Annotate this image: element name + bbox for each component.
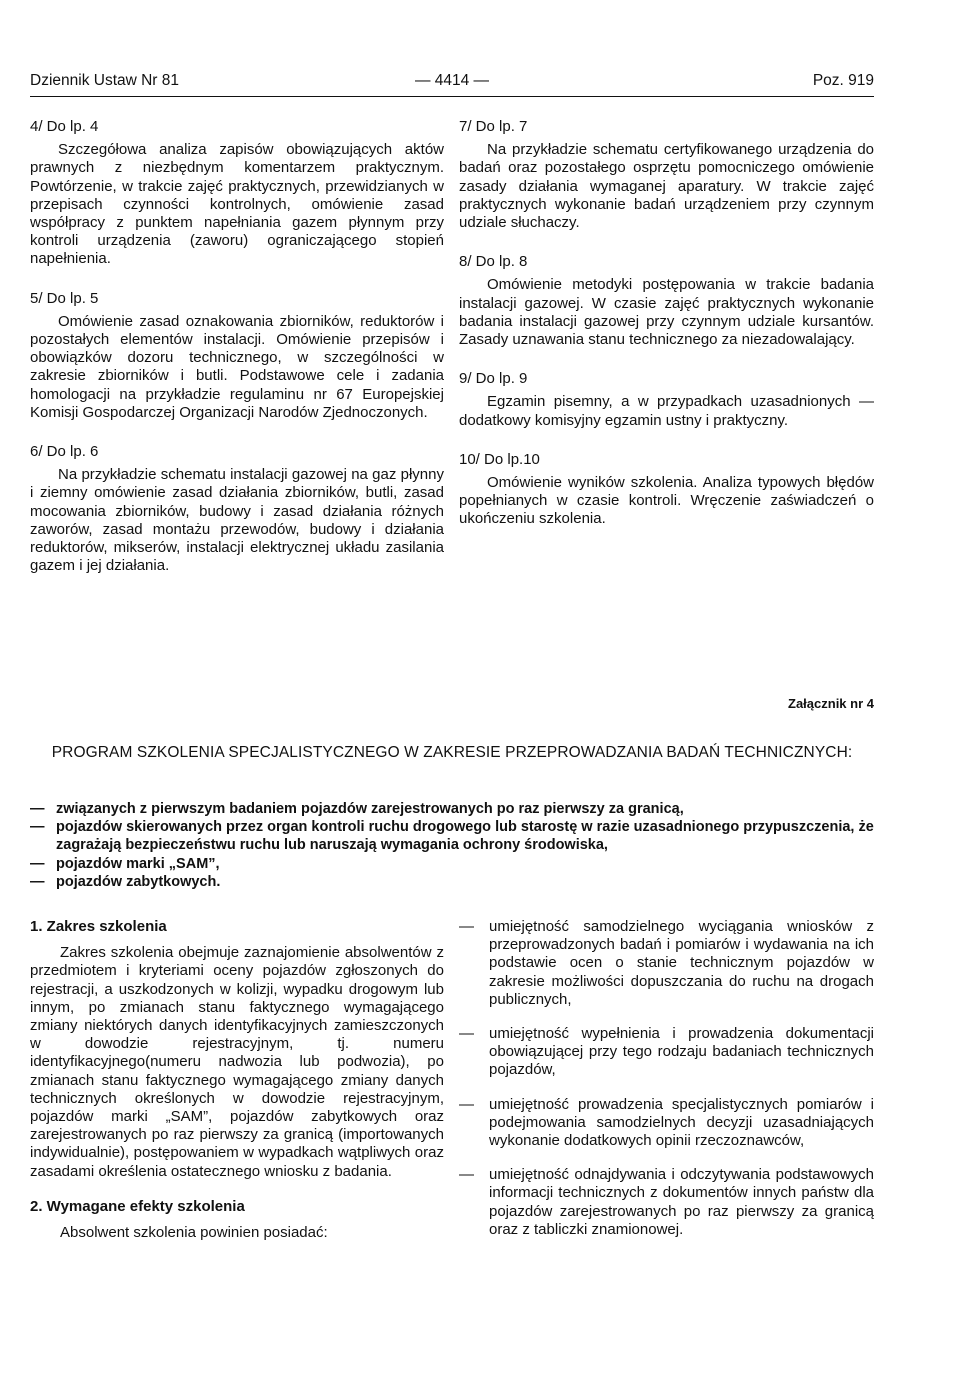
section-item bbox=[459, 370, 874, 430]
section-text: Szczegółowa analiza zapisów obowiązujących aktów prawnych z niezbędnym komentarzem praktycznym. Powtórzenie, w trakcie zajęć praktycznych, przewidzianych w przepisach czynności kontrolnych, omówienie zasad współpracy z punktem napełniania gazem płynnym przy kontroli urządzenia (zaworu) ograniczającego stopień napełnienia. bbox=[30, 141, 444, 268]
dash-marker: — bbox=[459, 918, 474, 935]
skill-text: umiejętność samodzielnego wyciągania wniosków z przeprowadzonych badań i pomiarów i wydawania na ich podstawie ocen o stanie technicznym pojazdów w zakresie możliwości dopuszczania do ruchu na drogach publicznych, bbox=[489, 918, 874, 1008]
section-item bbox=[459, 118, 874, 232]
attachment-label: Załącznik nr 4 bbox=[788, 696, 874, 711]
scope-bullet-list bbox=[30, 800, 876, 891]
section-item bbox=[30, 443, 444, 575]
dash-marker: — bbox=[459, 1025, 474, 1043]
bullet-text: związanych z pierwszym badaniem pojazdów zarejestrowanych po raz pierwszy za granicą, bbox=[56, 801, 684, 817]
section-label: 10/ Do lp.10 bbox=[459, 450, 540, 468]
list-item bbox=[30, 855, 876, 873]
section-text: Omówienie zasad oznakowania zbiorników, reduktorów i pozostałych elementów instalacji. Omówienie przepisów i obowiązków dozoru technicznego, w szczególności w zakresie zbiorników i butli. Podstawowe cele i zadania homologacji na przykładzie regulaminu nr 67 Europejskiej Komisji Gospodarczej Organizacji Narodów Zjednoczonych. bbox=[30, 312, 444, 421]
section-label: 6/ Do lp. 6 bbox=[30, 443, 99, 461]
page-header bbox=[30, 72, 874, 97]
dash-marker: — bbox=[459, 1095, 474, 1113]
bullet-text: pojazdów skierowanych przez organ kontroli ruchu drogowego lub starostę w razie uzasadnionego przypuszczenia, że zagrażają bezpieczeństwu ruchu lub naruszają wymagania ochrony środowiska, bbox=[56, 819, 874, 854]
dash-marker: — bbox=[30, 855, 45, 872]
section-text: Omówienie metodyki postępowania w trakcie badania instalacji gazowej. W czasie zajęć praktycznych wykonanie badania instalacji gazowej przy czynnym udziale kursantów. Zasady uznawania stanu technicznego za niezadowalający. bbox=[459, 276, 874, 349]
section-label: 4/ Do lp. 4 bbox=[30, 118, 99, 135]
right-column bbox=[459, 118, 874, 550]
section-item bbox=[30, 290, 444, 422]
list-item bbox=[30, 873, 876, 891]
training-scope-column bbox=[30, 918, 444, 1242]
position-number: Poz. 919 bbox=[812, 72, 874, 89]
section-label: 9/ Do lp. 9 bbox=[459, 370, 528, 388]
section-label: 5/ Do lp. 5 bbox=[30, 289, 99, 307]
section-text: Egzamin pisemny, a w przypadkach uzasadnionych — dodatkowy komisyjny egzamin ustny i praktyczny. bbox=[459, 393, 874, 429]
list-item bbox=[30, 800, 876, 818]
list-item bbox=[459, 1166, 874, 1239]
list-item bbox=[30, 818, 876, 854]
section-label: 8/ Do lp. 8 bbox=[459, 253, 528, 271]
bullet-text: pojazdów marki „SAM”, bbox=[56, 855, 220, 872]
bullet-text: pojazdów zabytkowych. bbox=[56, 873, 221, 890]
left-column bbox=[30, 118, 444, 596]
section-heading: 2. Wymagane efekty szkolenia bbox=[30, 1197, 245, 1215]
skill-text: umiejętność odnajdywania i odczytywania podstawowych informacji technicznych z dokumentów innych państw dla pojazdów zarejestrowanych po raz pierwszy za granicą oraz z tabliczki znamionowej. bbox=[489, 1166, 874, 1238]
dash-marker: — bbox=[30, 801, 45, 817]
list-item bbox=[459, 918, 874, 1009]
journal-title: Dziennik Ustaw Nr 81 bbox=[30, 72, 180, 89]
skill-text: umiejętność wypełnienia i prowadzenia dokumentacji obowiązującej przy tego rodzaju badaniach technicznych pojazdów, bbox=[489, 1025, 874, 1079]
section-text: Na przykładzie schematu instalacji gazowej na gaz płynny i ziemny omówienie zasad działania zbiorników, butli, zasad mocowania zbiorników, budowy i zasad działania różnych zaworów, zasad montażu przewodów, budowy i działania reduktorów, mikserów, instalacji elektrycznej układu zasilania gazem i jej działania. bbox=[30, 466, 444, 575]
list-item bbox=[459, 1025, 874, 1080]
dash-marker: — bbox=[459, 1166, 474, 1184]
section-item bbox=[30, 118, 444, 269]
list-item bbox=[459, 1096, 874, 1151]
section-item bbox=[459, 451, 874, 529]
section-text: Omówienie wyników szkolenia. Analiza typowych błędów popełnianych w czasie kontroli. Wręczenie zaświadczeń o ukończeniu szkolenia. bbox=[459, 474, 874, 528]
section-label: 7/ Do lp. 7 bbox=[459, 118, 528, 135]
section-text: Na przykładzie schematu certyfikowanego urządzenia do badań oraz pozostałego osprzętu pomocniczego omówienie zasady działania wymaganej aparatury. W trakcie zajęć praktycznych wykonanie badań urządzeniem przy czynnym udziale słuchaczy. bbox=[459, 141, 874, 232]
section-item bbox=[459, 253, 874, 349]
skill-text: umiejętność prowadzenia specjalistycznych pomiarów i podejmowania samodzielnych decyzji uzasadniających wykonanie dodatkowych opinii rzeczoznawców, bbox=[489, 1095, 874, 1150]
program-title: PROGRAM SZKOLENIA SPECJALISTYCZNEGO W ZAKRESIE PRZEPROWADZANIA BADAŃ TECHNICZNYCH: bbox=[51, 744, 853, 761]
section-text: Absolwent szkolenia powinien posiadać: bbox=[60, 1224, 328, 1242]
dash-marker: — bbox=[30, 819, 45, 836]
page-number: — 4414 — bbox=[414, 72, 490, 89]
dash-marker: — bbox=[30, 873, 45, 890]
section-text: Zakres szkolenia obejmuje zaznajomienie absolwentów z przedmiotem i kryteriami oceny pojazdów zgłoszonych do rejestracji, a uszkodzonych w kolizji, wypadku drogowym lub innym, po zmianach stanu faktycznego wymagającego zmiany niektórych danych identyfikacyjnych zamieszczonych w dowodzie rejestracyjnym, tj. numeru identyfikacyjnego(numeru nadwozia lub podwozia), po zmianach stanu faktycznego wymagającego zmiany danych technicznych określonych w dowodzie rejestracyjnym, pojazdów marki „SAM”, pojazdów zabytkowych oraz zarejestrowanych po raz pierwszy za granicą (importowanych indywidualnie), postępowaniem w wypadkach wątpliwych oraz zasadami określenia ostatecznego wniosku z badania. bbox=[30, 944, 444, 1180]
section-heading: 1. Zakres szkolenia bbox=[30, 918, 167, 935]
skills-column bbox=[459, 918, 874, 1255]
